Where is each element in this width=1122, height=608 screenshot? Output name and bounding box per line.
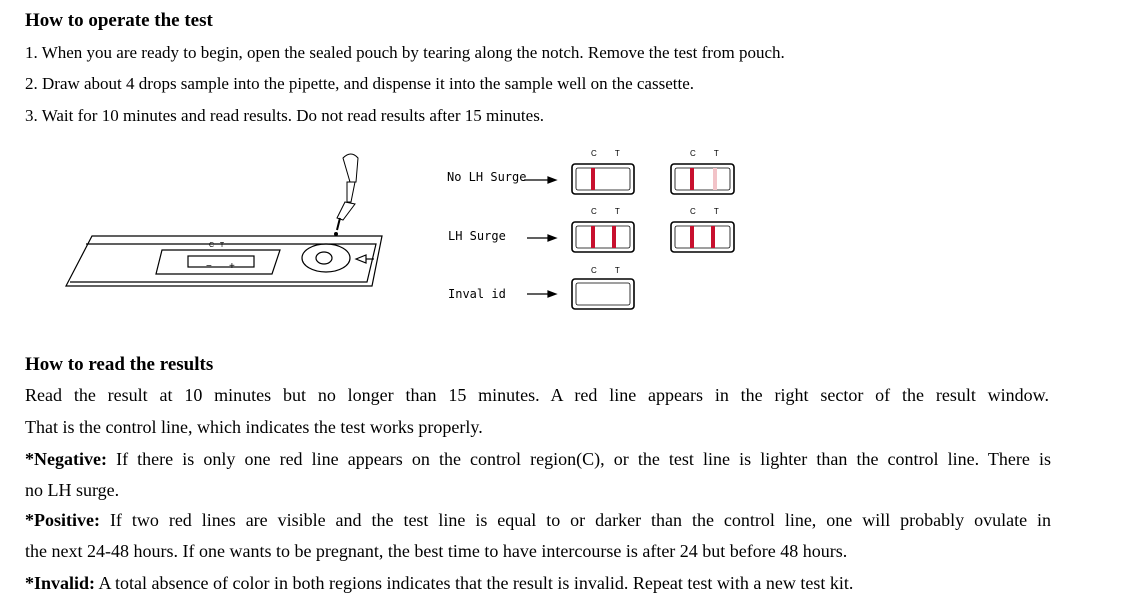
ct-label: C T [591, 149, 628, 158]
positive-line-2: the next 24-48 hours. If one wants to be pregnant, the best time to have intercourse is after 24 but before 48 hours. [25, 541, 848, 561]
cassette-plus-label: + [229, 261, 235, 272]
result-window-surge-2 [671, 222, 734, 252]
arrows [524, 177, 556, 297]
control-line [591, 168, 595, 190]
positive-label: *Positive: [25, 510, 100, 530]
ct-label: C T [591, 266, 628, 275]
ct-label: C T [591, 207, 628, 216]
operate-step-3: 3. Wait for 10 minutes and read results. Do not read results after 15 minutes. [25, 106, 545, 125]
invalid-label: *Invalid: [25, 573, 96, 593]
invalid-text: A total absence of color in both regions indicates that the result is invalid. Repeat test with a new test kit. [98, 573, 854, 593]
ct-label: C T [690, 207, 727, 216]
negative-text: If there is only one red line appears on the control region(C), or the test line is lighter than the control line. There is [116, 449, 1051, 469]
read-intro-line-1: Read the result at 10 minutes but no longer than 15 minutes. A red line appears in the right sector of the result window. [25, 385, 1049, 405]
operate-step-2: 2. Draw about 4 drops sample into the pipette, and dispense it into the sample well on the cassette. [25, 74, 694, 93]
cassette-ct-label: C T [209, 242, 227, 249]
test-line-faint [713, 168, 717, 190]
result-window-surge-1 [572, 222, 634, 252]
positive-line-1 [25, 510, 1051, 531]
read-intro-line-2: That is the control line, which indicates the test works properly. [25, 417, 483, 437]
pipette-icon [335, 154, 359, 236]
cassette-minus-label: − [206, 261, 212, 272]
row-label-surge: LH Surge [448, 229, 506, 243]
result-window-nosurge-2 [671, 164, 734, 194]
operate-heading: How to operate the test [25, 10, 213, 31]
control-line [690, 168, 694, 190]
operate-step-1: 1. When you are ready to begin, open the sealed pouch by tearing along the notch. Remove the test from pouch. [25, 43, 785, 62]
positive-text: If two red lines are visible and the test line is equal to or darker than the control line, one will probably ovulate in [109, 510, 1052, 530]
result-window-invalid [572, 279, 634, 309]
row-label-invalid: Inval id [448, 287, 506, 301]
negative-line-2: no LH surge. [25, 480, 120, 500]
control-line [591, 226, 595, 248]
read-heading: How to read the results [25, 354, 214, 375]
test-line [711, 226, 715, 248]
invalid-line [25, 573, 853, 594]
row-label-no-surge: No LH Surge [447, 170, 527, 184]
ct-label: C T [690, 149, 727, 158]
negative-label: *Negative: [25, 449, 107, 469]
negative-line-1 [25, 449, 1051, 470]
result-window-nosurge-1 [572, 164, 634, 194]
test-line [612, 226, 616, 248]
control-line [690, 226, 694, 248]
